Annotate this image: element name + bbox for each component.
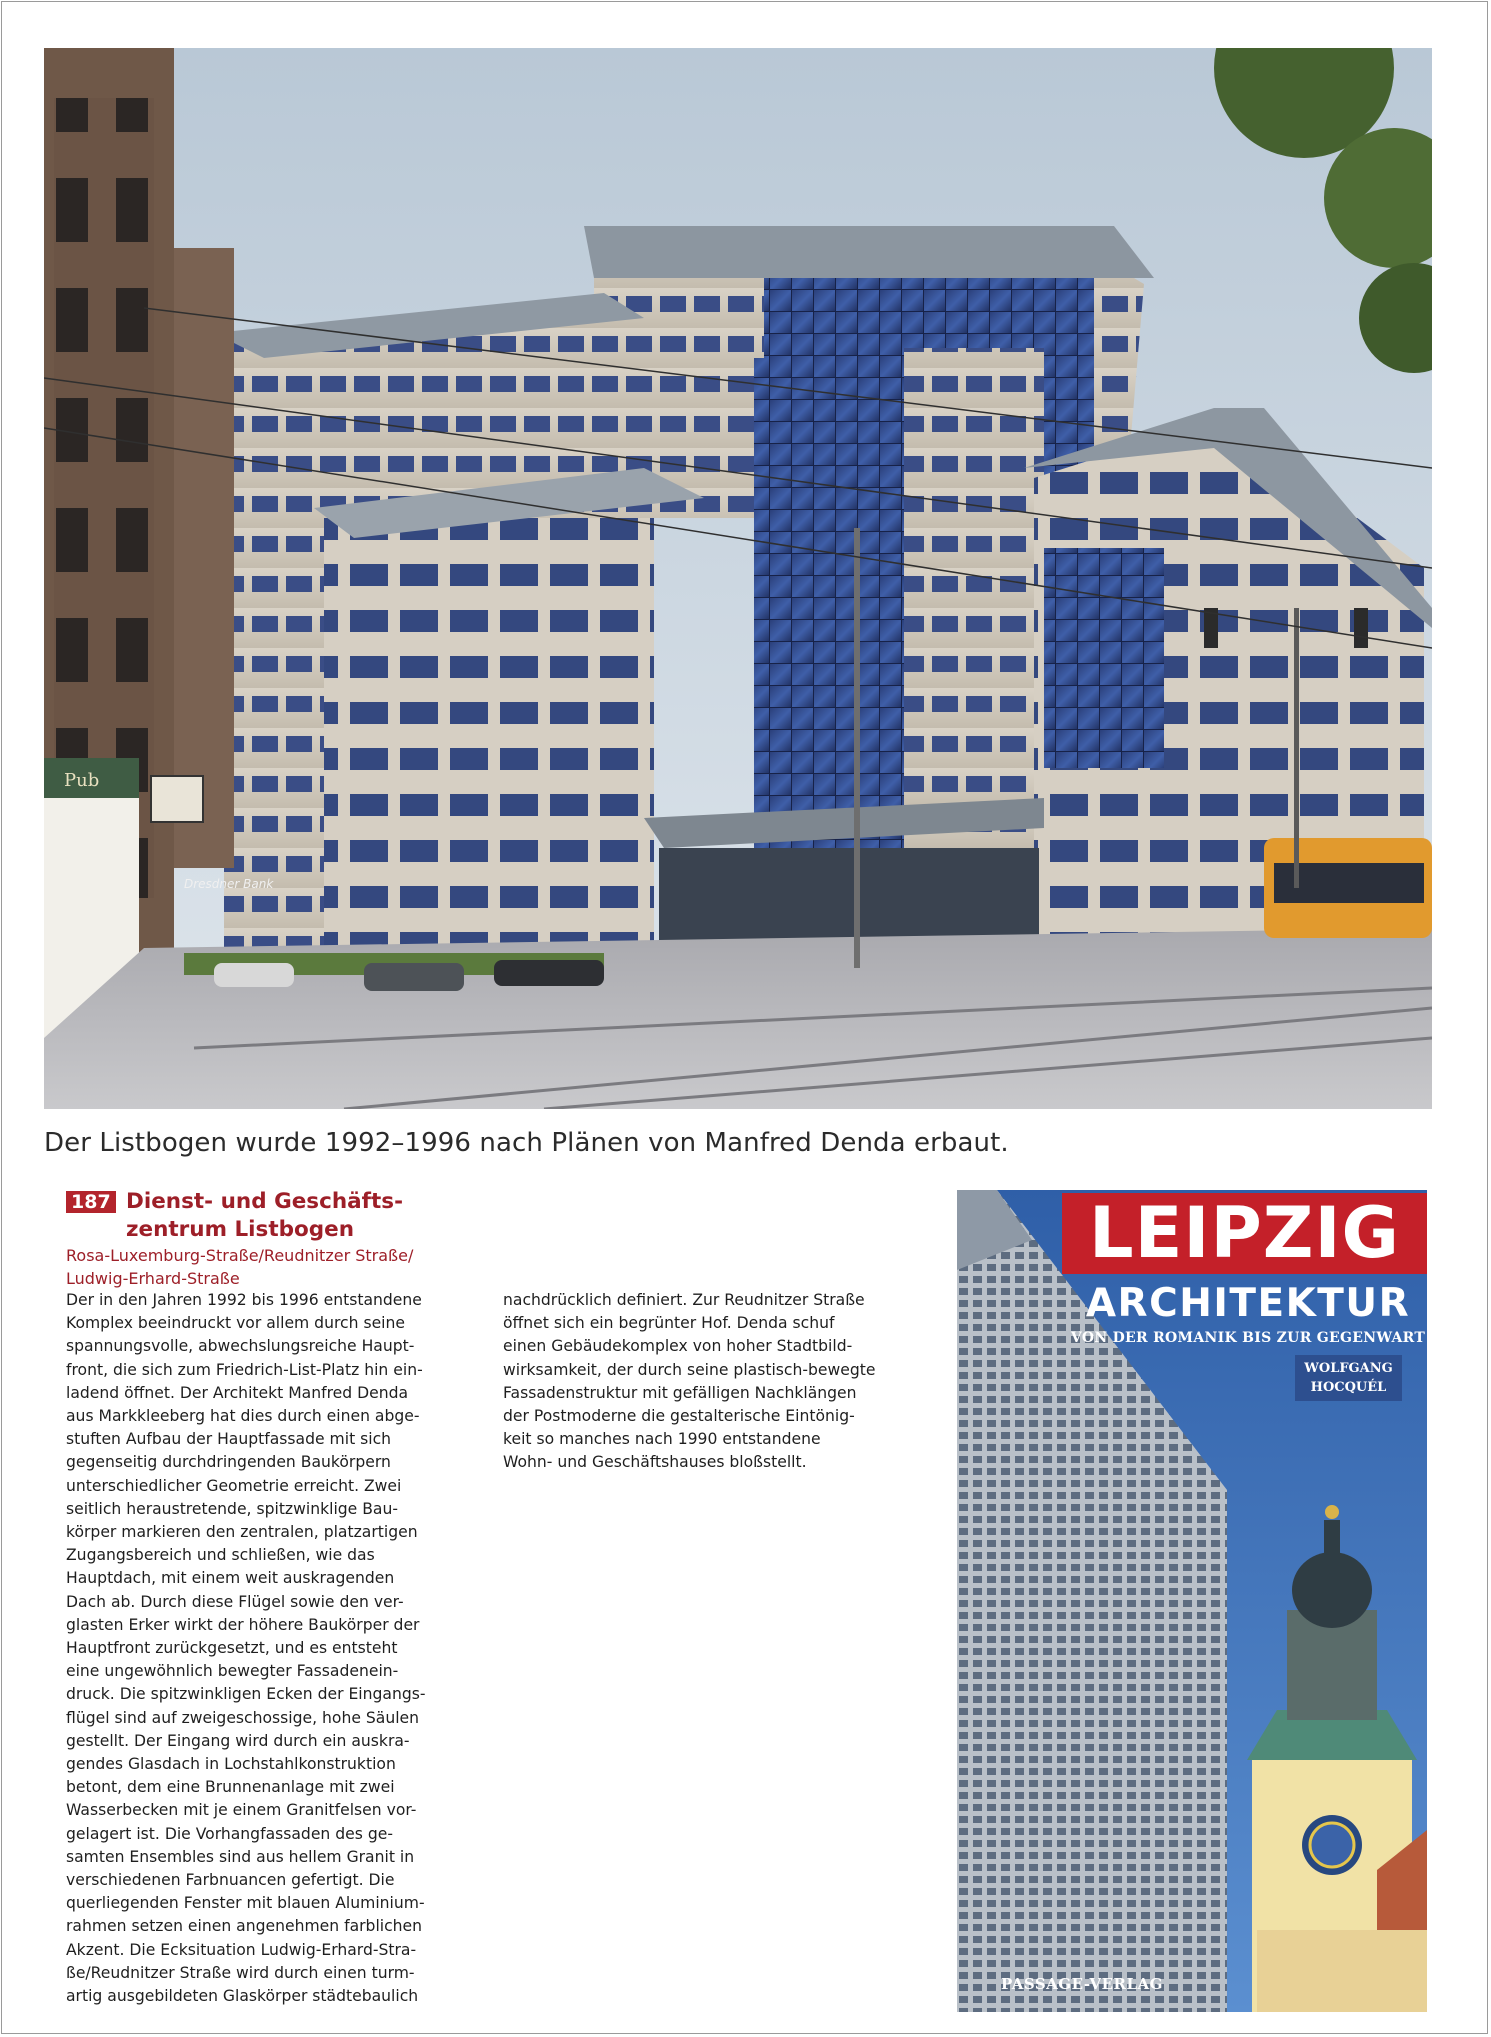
body-text-line: Der in den Jahren 1992 bis 1996 entstandene — [66, 1291, 422, 1309]
body-text-line: Hauptfront zurückgesetzt, und es entsteht — [66, 1639, 398, 1658]
entry-title-line: Dienst- und Geschäfts- — [126, 1189, 404, 1214]
body-text-line: öffnet sich ein begrünter Hof. Denda schuf — [503, 1314, 835, 1333]
body-text-line: Wasserbecken mit je einem Granitfelsen vor- — [66, 1801, 417, 1820]
address-line: Ludwig-Erhard-Straße — [66, 1268, 240, 1288]
entry-title-line: zentrum Listbogen — [126, 1217, 355, 1242]
body-text-line: Komplex beeindruckt vor allem durch seine — [66, 1314, 405, 1333]
body-text-line: querliegenden Fenster mit blauen Aluminium- — [66, 1894, 425, 1913]
body-text-line: nachdrücklich definiert. Zur Reudnitzer Straße — [503, 1291, 865, 1309]
body-text-line: druck. Die spitzwinkligen Ecken der Eingangs- — [66, 1685, 426, 1704]
body-text-line: front, die sich zum Friedrich-List-Platz hin ein- — [66, 1360, 423, 1379]
body-text-line: samten Ensembles sind aus hellem Granit in — [66, 1847, 415, 1866]
bank-sign-text: Dresdner Bank — [184, 877, 274, 891]
entry-address — [66, 1245, 486, 1291]
body-text-line: flügel sind auf zweigeschossige, hohe Säulen — [66, 1708, 420, 1727]
body-text-line: Akzent. Die Ecksituation Ludwig-Erhard-Stra- — [66, 1940, 417, 1959]
pub-sign-text: Pub — [64, 770, 100, 791]
entry-number-badge: 187 — [66, 1191, 116, 1213]
body-text-line: keit so manches nach 1990 entstandene — [503, 1430, 821, 1449]
body-text-line: gestellt. Der Eingang wird durch ein auskra- — [66, 1731, 410, 1750]
body-text-line: körper markieren den zentralen, platzartigen — [66, 1523, 418, 1542]
body-text-line: gelagert ist. Die Vorhangfassaden des ge- — [66, 1824, 393, 1843]
body-text-column-1 — [66, 1289, 461, 2008]
book-tagline: VON DER ROMANIK BIS ZUR GEGENWART — [1070, 1330, 1426, 1346]
body-text-line: Hauptdach, mit einem weit auskragenden — [66, 1569, 395, 1588]
body-text-line: verschiedenen Farbnuancen gefertigt. Die — [66, 1871, 395, 1890]
body-text-line: aus Markkleeberg hat dies durch einen abge- — [66, 1407, 420, 1426]
body-text-line: ladend öffnet. Der Architekt Manfred Denda — [66, 1383, 409, 1402]
book-publisher: PASSAGE-VERLAG — [1001, 1975, 1163, 1993]
body-text-line: stuften Aufbau der Hauptfassade mit sich — [66, 1430, 392, 1449]
body-text-line: der Postmoderne die gestalterische Eintönig- — [503, 1407, 855, 1426]
address-line: Rosa-Luxemburg-Straße/Reudnitzer Straße/ — [66, 1246, 414, 1265]
building-photo — [44, 48, 1432, 1109]
author-line: HOCQUÉL — [1310, 1380, 1387, 1395]
listbogen-photo-illustration — [44, 48, 1432, 1109]
body-text-column-2 — [503, 1289, 903, 1475]
book-cover-ad[interactable] — [957, 1190, 1427, 2012]
book-title: LEIPZIG — [1062, 1193, 1427, 1274]
body-text-line: Dach ab. Durch diese Flügel sowie den ver- — [66, 1592, 404, 1611]
body-text-line: wirksamkeit, der durch seine plastisch-bewegte — [503, 1360, 876, 1379]
book-subtitle: ARCHITEKTUR — [1085, 1281, 1411, 1326]
body-text-line: seitlich heraustretende, spitzwinklige Bau- — [66, 1499, 398, 1518]
photo-caption: Der Listbogen wurde 1992–1996 nach Plänen von Manfred Denda erbaut. — [44, 1128, 1009, 1158]
body-text-line: betont, dem eine Brunnenanlage mit zwei — [66, 1778, 395, 1797]
book-author — [1295, 1355, 1402, 1401]
body-text-line: spannungsvolle, abwechslungsreiche Haupt- — [66, 1337, 415, 1356]
body-text-line: glasten Erker wirkt der höhere Baukörper der — [66, 1615, 420, 1634]
author-line: WOLFGANG — [1304, 1361, 1393, 1376]
body-text-line: gegenseitig durchdringenden Baukörpern — [66, 1453, 391, 1472]
body-text-line: einen Gebäudekomplex von hoher Stadtbild- — [503, 1337, 853, 1356]
body-text-line: gendes Glasdach in Lochstahlkonstruktion — [66, 1755, 396, 1774]
body-text-line: ße/Reudnitzer Straße wird durch einen turm- — [66, 1963, 415, 1982]
body-text-line: unterschiedlicher Geometrie erreicht. Zwei — [66, 1476, 402, 1495]
body-text-line: eine ungewöhnlich bewegter Fassadenein- — [66, 1662, 399, 1681]
entry-title — [126, 1188, 486, 1244]
body-text-line: Fassadenstruktur mit gefälligen Nachklängen — [503, 1383, 857, 1402]
body-text-line: Wohn- und Geschäftshauses bloßstellt. — [503, 1453, 807, 1472]
body-text-line: rahmen setzen einen angenehmen farblichen — [66, 1917, 423, 1936]
body-text-line: Zugangsbereich und schließen, wie das — [66, 1546, 375, 1565]
body-text-line: artig ausgebildeten Glaskörper städtebaulich — [66, 1987, 419, 2006]
